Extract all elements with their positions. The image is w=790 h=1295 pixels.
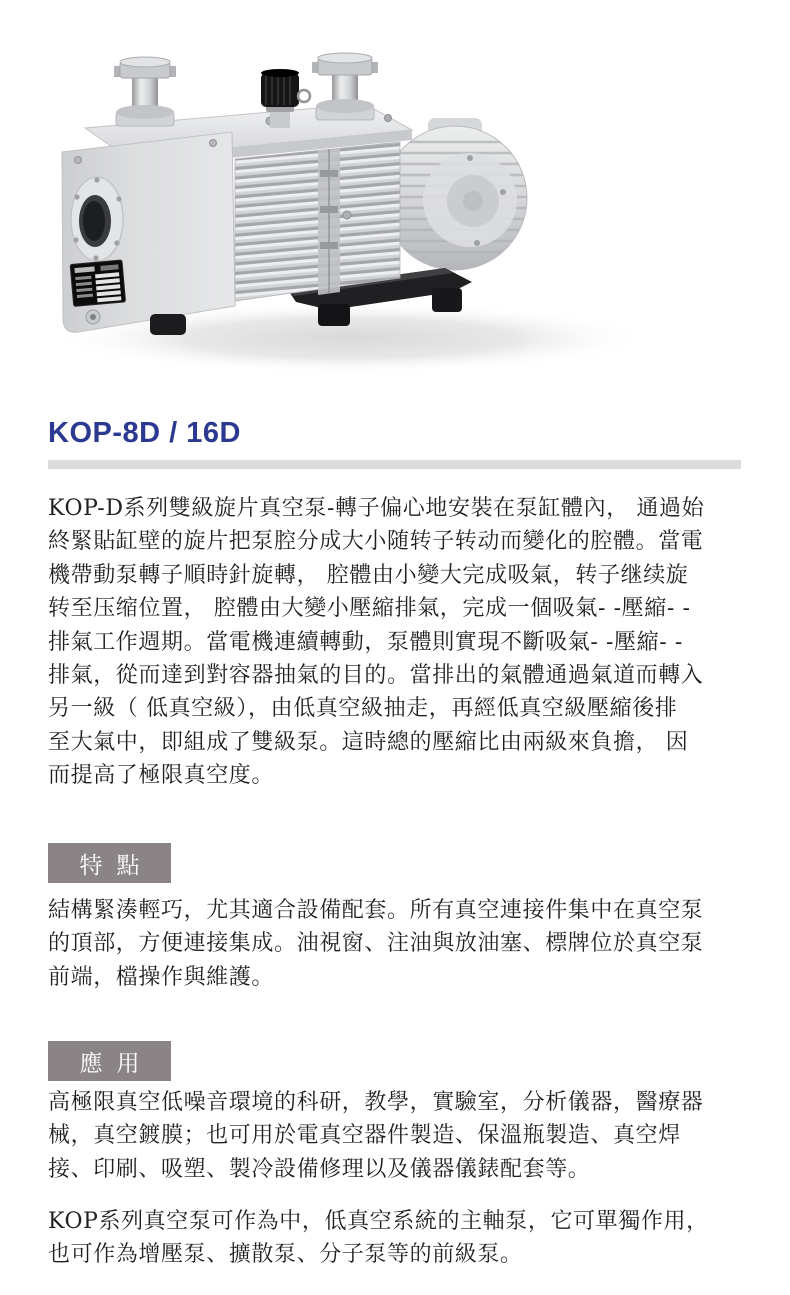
text-line: 高極限真空低噪音環境的科研，教學，實驗室，分析儀器，醫療器 xyxy=(48,1090,704,1115)
closing-paragraph xyxy=(48,1205,753,1272)
text-line: 接、印刷、吸塑、製冷設備修理以及儀器儀錶配套等。 xyxy=(48,1156,591,1182)
text-line: 排氣，從而達到對容器抽氣的目的。當排出的氣體通過氣道而轉入 xyxy=(48,663,704,689)
text-line: 而提高了極限真空度。 xyxy=(48,763,275,789)
text-line: 转至压缩位置， 腔體由大變小壓縮排氣，完成一個吸氣- -壓縮- - xyxy=(48,596,691,622)
text-line: 至大氣中，即組成了雙級泵。這時總的壓縮比由兩級來負擔， 因 xyxy=(48,729,689,755)
inlet-port-right xyxy=(312,53,378,120)
text-line: 也可作為增壓泵、擴散泵、分子泵等的前級泵。 xyxy=(48,1242,523,1268)
inlet-port-left xyxy=(114,57,176,126)
product-photo xyxy=(45,30,745,405)
features-section-label xyxy=(48,843,171,883)
features-paragraph xyxy=(48,894,753,994)
text-line: 械，真空鍍膜；也可用於電真空器件製造、保溫瓶製造、真空焊 xyxy=(48,1123,681,1149)
title-divider xyxy=(48,460,741,469)
text-line: 排氣工作週期。當電機連續轉動，泵體則實現不斷吸氣- -壓縮- - xyxy=(48,629,683,655)
applications-paragraph xyxy=(48,1086,753,1186)
text-line: KOP-D系列雙級旋片真空泵-轉子偏心地安裝在泵缸體內， 通過始 xyxy=(48,496,705,521)
vacuum-pump-photo xyxy=(45,30,745,405)
pump-nameplate xyxy=(70,260,125,306)
text-line: 前端，檔操作與維護。 xyxy=(48,964,275,990)
intro-paragraph xyxy=(48,492,753,793)
text-line: 結構緊湊輕巧，尤其適合設備配套。所有真空連接件集中在真空泵 xyxy=(48,898,704,923)
text-line: 終緊貼缸壁的旋片把泵腔分成大小随转子转动而變化的腔體。當電 xyxy=(48,529,704,555)
text-line: 的頂部，方便連接集成。油視窗、注油與放油塞、標牌位於真空泵 xyxy=(48,931,704,957)
text-line: 另一級（ 低真空級），由低真空級抽走，再經低真空級壓縮後排 xyxy=(48,696,678,722)
applications-section-label xyxy=(48,1041,171,1081)
pump-motor xyxy=(383,118,545,270)
text-line: KOP系列真空泵可作為中，低真空系統的主軸泵，它可單獨作用， xyxy=(48,1209,709,1234)
text-line: 機帶動泵轉子順時針旋轉， 腔體由小變大完成吸氣，转子继续旋 xyxy=(48,562,689,588)
features-label-text: 特點 xyxy=(79,852,154,879)
page-title: KOP-8D / 16D xyxy=(48,417,241,449)
applications-label-text: 應用 xyxy=(79,1050,154,1077)
